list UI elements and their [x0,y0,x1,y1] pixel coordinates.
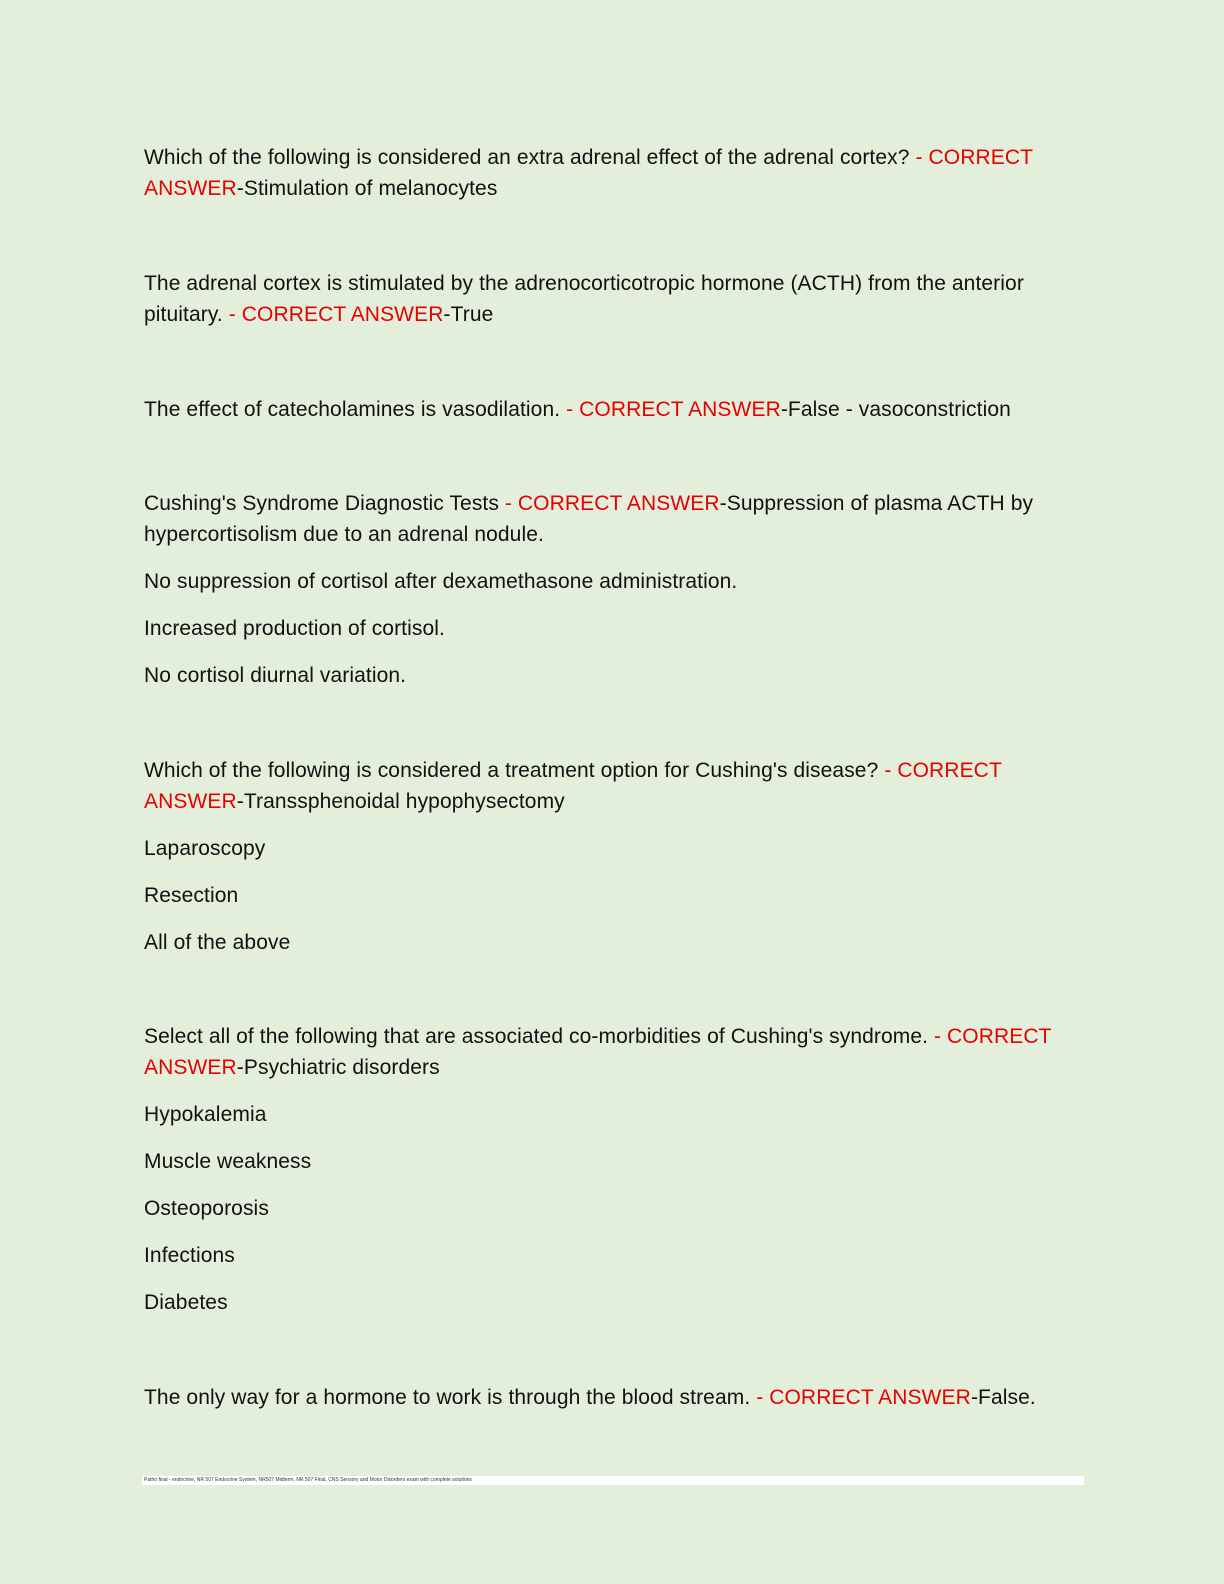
answer-line: Infections [144,1244,235,1267]
question-text: Select all of the following that are associated co-morbidities of Cushing's syndrome. - CORRECT ANSWER-Psychiatric disorders [144,1025,1052,1079]
qa-item [144,1021,1084,1318]
question-text: Cushing's Syndrome Diagnostic Tests - CORRECT ANSWER-Suppression of plasma ACTH by hypercortisolism due to an adrenal nodule. [144,492,1034,546]
answer-text: -False - vasoconstriction [780,398,1011,421]
answer-text: -False. [970,1386,1036,1409]
qa-item [144,755,1084,958]
document-page [144,0,1084,1584]
answer-line: Laparoscopy [144,837,266,860]
correct-answer-tag: - CORRECT ANSWER [144,759,1002,813]
question-text: The effect of catecholamines is vasodilation. - CORRECT ANSWER-False - vasoconstriction [144,398,1011,421]
footer-bar [142,1476,1084,1485]
correct-answer-tag: - CORRECT ANSWER [228,303,444,326]
answer-text: -Psychiatric disorders [236,1056,440,1079]
qa-item [144,394,1084,425]
correct-answer-tag: - CORRECT ANSWER [144,146,1033,200]
correct-answer-tag: - CORRECT ANSWER [566,398,781,421]
answer-text: -Stimulation of melanocytes [236,177,498,200]
qa-item [144,142,1084,204]
correct-answer-tag: - CORRECT ANSWER [504,492,720,515]
answer-text: -True [443,303,494,326]
question-text: Which of the following is considered a treatment option for Cushing's disease? - CORRECT ANSWER-Transsphenoidal hypophysectomy [144,759,1002,813]
question-text: Which of the following is considered an extra adrenal effect of the adrenal cortex? - CORRECT ANSWER-Stimulation of melanocytes [144,146,1033,200]
answer-line: Osteoporosis [144,1197,269,1220]
answer-line: Muscle weakness [144,1150,312,1173]
answer-text: -Suppression of plasma ACTH by hypercortisolism due to an adrenal nodule. [144,492,1034,546]
qa-item [144,488,1084,691]
question-text: The adrenal cortex is stimulated by the adrenocorticotropic hormone (ACTH) from the anterior pituitary. - CORRECT ANSWER-True [144,272,1024,326]
answer-line: No cortisol diurnal variation. [144,664,407,687]
answer-text: -Transsphenoidal hypophysectomy [236,790,565,813]
answer-line: All of the above [144,931,291,954]
correct-answer-tag: - CORRECT ANSWER [144,1025,1052,1079]
correct-answer-tag: - CORRECT ANSWER [756,1386,971,1409]
answer-line: Hypokalemia [144,1103,267,1126]
qa-item [144,1382,1084,1413]
question-text: The only way for a hormone to work is through the blood stream. - CORRECT ANSWER-False. [144,1386,1036,1409]
answer-line: Resection [144,884,239,907]
answer-line: No suppression of cortisol after dexamethasone administration. [144,570,738,593]
footer-text: Patho final - endocrine, NR 507 Endocrine System, NR507 Midterm, NR 507 Final, CNS Sensory and Motor Disorders exam with complete solutions [144,1477,472,1483]
qa-item [144,268,1084,330]
answer-line: Increased production of cortisol. [144,617,445,640]
answer-line: Diabetes [144,1291,228,1314]
